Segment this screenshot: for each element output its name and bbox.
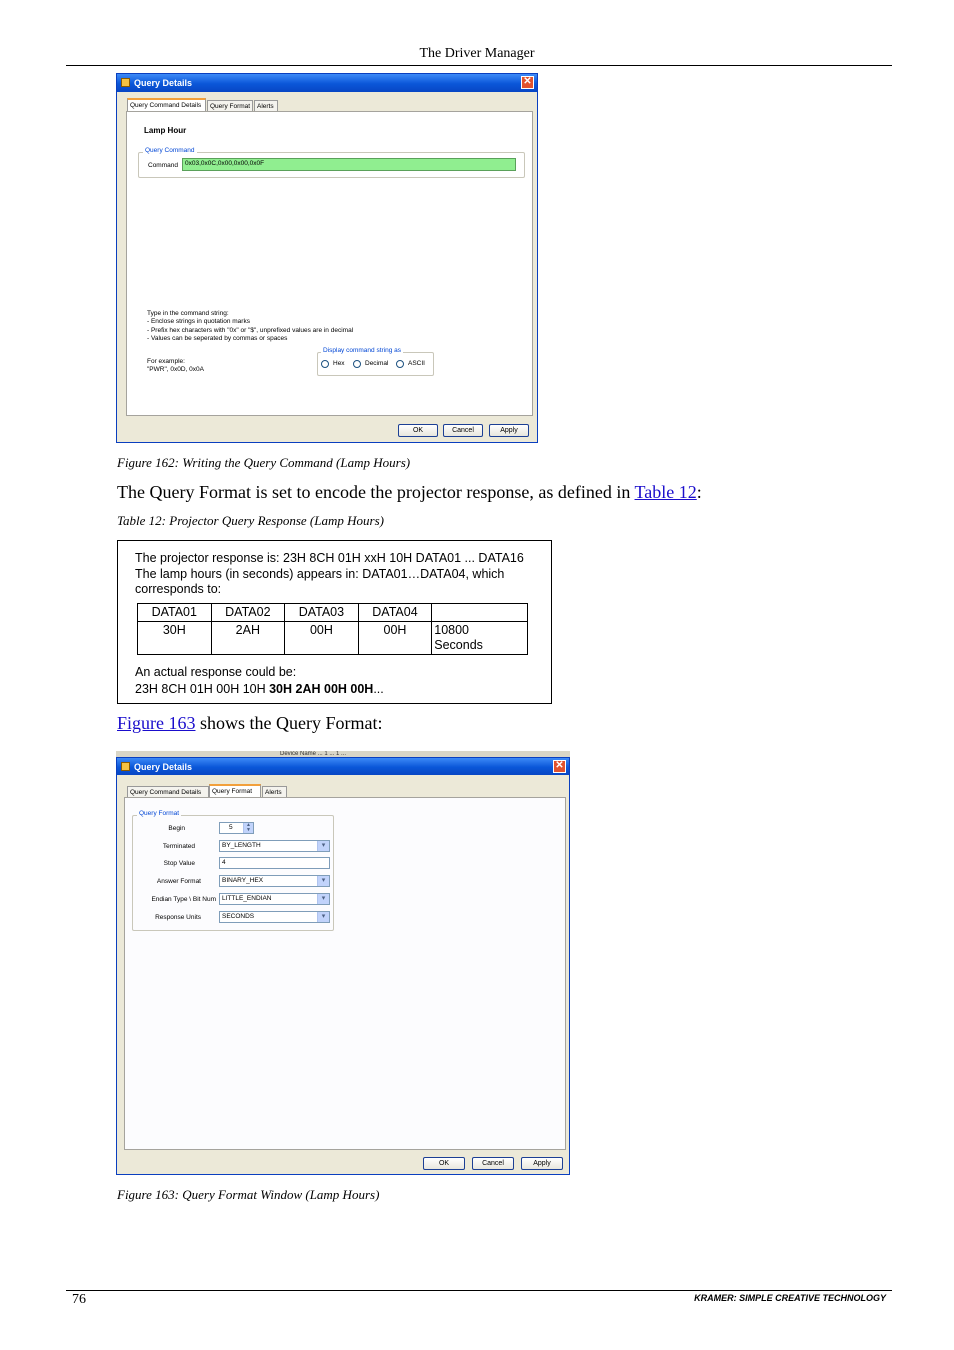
- table-header-cell: DATA04: [358, 604, 432, 622]
- table-12-box: [117, 540, 552, 704]
- response-line: The lamp hours (in seconds) appears in: DATA01…DATA04, which: [135, 566, 505, 581]
- table-12-link[interactable]: Table 12: [634, 482, 697, 502]
- footer-rule: [66, 1290, 892, 1291]
- header-rule: [66, 65, 892, 66]
- table-cell: 00H: [358, 622, 432, 655]
- chevron-down-icon[interactable]: ▾: [317, 912, 329, 922]
- chevron-down-icon[interactable]: ▾: [317, 841, 329, 851]
- query-command-group-label: Query Command: [145, 147, 195, 154]
- response-units-value: SECONDS: [222, 913, 255, 920]
- help-line: - Prefix hex characters with "0x" or "$", unprefixed values are in decimal: [147, 326, 354, 334]
- endian-type-label: Endian Type \ Bit Num: [151, 896, 216, 903]
- close-icon[interactable]: ✕: [553, 760, 566, 773]
- ascii-radio-label: ASCII: [408, 360, 425, 367]
- query-details-window-fig162: [116, 73, 538, 443]
- apply-button[interactable]: Apply: [489, 424, 529, 437]
- ascii-radio[interactable]: [396, 360, 404, 368]
- response-description: [135, 551, 524, 598]
- decimal-radio-label: Decimal: [365, 360, 389, 367]
- command-label: Command: [148, 162, 178, 169]
- figure-163-caption: Figure 163: Query Format Window (Lamp Hours): [117, 1187, 380, 1202]
- tab-alerts[interactable]: Alerts: [254, 100, 278, 112]
- data-table: [137, 603, 528, 655]
- window-title: Query Details: [134, 762, 193, 772]
- help-line: - Values can be seperated by commas or spaces: [147, 334, 288, 342]
- app-icon: [121, 762, 130, 771]
- stop-value-label: Stop Value: [163, 860, 195, 867]
- answer-format-select[interactable]: [219, 875, 330, 887]
- paragraph-figure-163: [117, 713, 382, 734]
- table-header-cell: DATA01: [138, 604, 212, 622]
- endian-type-value: LITTLE_ENDIAN: [222, 895, 272, 902]
- actual-response-suffix: ...: [373, 682, 384, 696]
- table-header-cell: DATA03: [285, 604, 359, 622]
- terminated-value: BY_LENGTH: [222, 842, 261, 849]
- actual-response-prefix: 23H 8CH 01H 00H 10H: [135, 682, 270, 696]
- endian-type-select[interactable]: [219, 893, 330, 905]
- actual-response: [135, 682, 384, 696]
- table-cell: 2AH: [211, 622, 285, 655]
- answer-format-label: Answer Format: [156, 878, 201, 885]
- decimal-radio[interactable]: [353, 360, 361, 368]
- answer-format-value: BINARY_HEX: [222, 877, 264, 884]
- chevron-down-icon[interactable]: ▾: [317, 894, 329, 904]
- paragraph-text: shows the Query Format:: [195, 713, 383, 733]
- page-header: The Driver Manager: [419, 46, 535, 61]
- table-cell: 00H: [285, 622, 359, 655]
- title-bar: [117, 758, 569, 775]
- hex-radio-label: Hex: [333, 360, 345, 367]
- figure-162-caption: Figure 162: Writing the Query Command (Lamp Hours): [117, 455, 411, 470]
- paragraph-text: The Query Format is set to encode the projector response, as defined in: [117, 482, 635, 502]
- ok-button[interactable]: OK: [423, 1157, 465, 1170]
- apply-button[interactable]: Apply: [521, 1157, 563, 1170]
- example-value: "PWR", 0x0D, 0x0A: [147, 366, 204, 373]
- app-icon: [121, 78, 130, 87]
- stop-value-input[interactable]: 4: [219, 857, 330, 869]
- table-cell-seconds: [432, 622, 528, 655]
- cancel-button[interactable]: Cancel: [472, 1157, 514, 1170]
- cancel-button[interactable]: Cancel: [443, 424, 483, 437]
- response-line: The projector response is: 23H 8CH 01H xxH 10H DATA01 ... DATA16: [135, 551, 524, 565]
- actual-response-bold: 30H 2AH 00H 00H: [269, 682, 374, 696]
- table-header-cell: DATA02: [211, 604, 285, 622]
- table-12-caption: Table 12: Projector Query Response (Lamp Hours): [117, 513, 384, 528]
- table-header-cell: [432, 604, 528, 622]
- response-units-label: Response Units: [155, 914, 201, 921]
- spinner-arrows-icon[interactable]: ▲ ▼: [243, 823, 253, 833]
- hex-radio[interactable]: [321, 360, 329, 368]
- paragraph-query-format: [117, 482, 702, 503]
- table-row: [138, 622, 528, 655]
- title-bar: [117, 74, 537, 92]
- tab-query-format[interactable]: Query Format: [209, 784, 261, 797]
- figure-163-link[interactable]: Figure 163: [117, 713, 196, 733]
- query-format-group-label: Query Format: [139, 810, 180, 817]
- tab-query-command-details[interactable]: Query Command Details: [127, 786, 209, 798]
- command-heading: Lamp Hour: [144, 126, 187, 135]
- response-line: corresponds to:: [135, 582, 222, 596]
- help-line: Type in the command string:: [147, 310, 229, 317]
- background-window-text: Device Name ... 1 ... 1 ...: [280, 751, 347, 757]
- table-cell: 30H: [138, 622, 212, 655]
- help-line: - Enclose strings in quotation marks: [147, 318, 250, 326]
- seconds-unit: Seconds: [434, 638, 483, 652]
- begin-value: 5: [229, 824, 233, 831]
- actual-response-label: An actual response could be:: [135, 665, 297, 679]
- terminated-label: Terminated: [162, 843, 195, 850]
- query-details-window-fig163: [116, 757, 570, 1175]
- chevron-down-icon[interactable]: ▾: [317, 876, 329, 886]
- window-title: Query Details: [134, 78, 193, 88]
- tab-query-command-details[interactable]: Query Command Details: [127, 98, 206, 111]
- tab-panel: [126, 111, 533, 416]
- tab-query-format[interactable]: Query Format: [207, 100, 253, 112]
- page-number: 76: [72, 1292, 86, 1307]
- terminated-select[interactable]: [219, 840, 330, 852]
- response-units-select[interactable]: [219, 911, 330, 923]
- example-label: For example:: [147, 358, 185, 365]
- help-text: [147, 310, 353, 343]
- close-icon[interactable]: ✕: [521, 76, 534, 89]
- command-input[interactable]: 0x03,0x0C,0x00,0x00,0x0F: [182, 158, 516, 171]
- begin-label: Begin: [168, 825, 185, 832]
- table-header-row: [138, 604, 528, 622]
- footer-brand: KRAMER: SIMPLE CREATIVE TECHNOLOGY: [694, 1293, 886, 1303]
- tab-alerts[interactable]: Alerts: [262, 786, 287, 798]
- tab-panel: [124, 797, 566, 1150]
- begin-spinner[interactable]: [219, 822, 254, 834]
- paragraph-text-end: :: [696, 482, 702, 502]
- seconds-value: 10800: [434, 623, 470, 637]
- ok-button[interactable]: OK: [398, 424, 438, 437]
- display-format-group-label: Display command string as: [323, 347, 402, 354]
